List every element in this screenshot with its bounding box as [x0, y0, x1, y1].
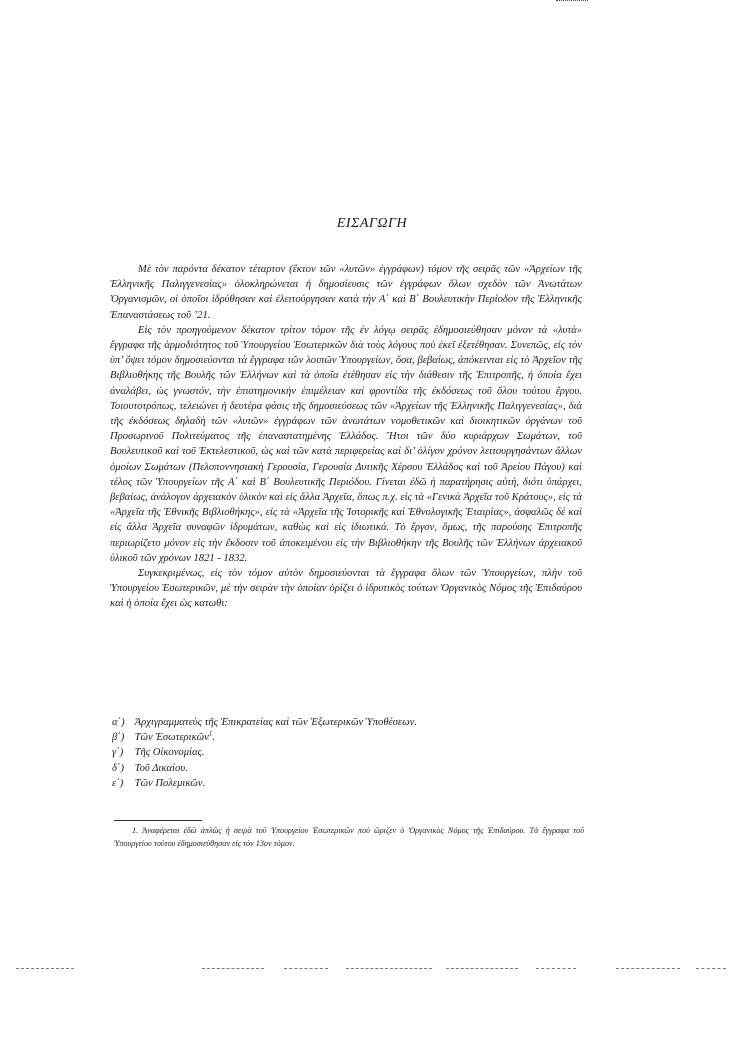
- list-item: [112, 715, 572, 730]
- list-item: [112, 776, 572, 791]
- list-item-number: ε΄): [112, 777, 124, 789]
- footnote-ref: 1: [208, 729, 213, 738]
- scan-artifact-top: [556, 0, 588, 3]
- paragraph-2: Εἰς τὸν προηγούμενον δέκατον τρίτον τόμον τῆς ἐν λόγῳ σειρᾶς ἐδημοσιεύθησαν μόνον τὰ «λυτὰ» ἔγγραφα τῆς ἁρμοδιότητος τοῦ Ὑπουργείου Ἐσωτερικῶν διὰ τοὺς λόγους ποὺ ἐκεῖ ἐξετέθησαν. Συνεπῶς, εἰς τὸν ὑπ’ ὄψει τόμον δημοσιεύονται τὰ ἔγγραφα τῶν λοιπῶν Ὑπουργείων, ὅσα, βεβαίως, ἀπόκεινται εἰς τὸ Ἀρχεῖον τῆς Βιβλιοθήκης τῆς Βουλῆς τῶν Ἑλλήνων καὶ τὰ ὁποῖα ἐτέθησαν εἰς τὴν διάθεσιν τῆς Ἐπιτροπῆς, ἡ ὁποία ἔχει ἀναλάβει, ὡς γνωστόν, τὴν ἐπιστημονικὴν ἐπιμέλειαν καὶ φροντίδα τῆς ἐκδόσεως τοῦ ὅλου τούτου ἔργου. Τοιουτοτρόπως, τελειώνει ἡ δευτέρα φάσις τῆς δημοσιεύσεως τῶν «Ἀρχείων τῆς Ἑλληνικῆς Παλιγγενεσίας», διὰ τῆς ἐκδόσεως δηλαδὴ τῶν «λυτῶν» ἐγγράφων τῶν ἀνωτάτων νομοθετικῶν καὶ διοικητικῶν ὀργάνων τοῦ Προσωρινοῦ Πολιτεύματος τῆς ἐπαναστατημένης Ἑλλάδος. Ἤτοι τῶν δύο κυριάρχων Σωμάτων, τοῦ Βουλευτικοῦ καὶ τοῦ Ἐκτελεστικοῦ, ὡς καὶ τῶν κατὰ περιφερείας καὶ δι’ ὀλίγον χρόνον λειτουργησάντων ἄλλων ὁμοίων Σωμάτων (Πελοποννησιακὴ Γερουσία, Γερουσία Δυτικῆς Χέρσου Ἑλλάδος καὶ τοῦ Ἀρείου Πάγου) καὶ τέλος τῶν Ὑπουργείων τῆς Α΄ καὶ Β΄ Βουλευτικῆς Περιόδου. Γίνεται ἐδῶ ἡ παρατήρησις αὐτή, διότι ὑπάρχει, βεβαίως, ἀνάλογον ἀρχειακὸν ὑλικὸν καὶ εἰς ἄλλα Ἀρχεῖα, ὅπως π.χ. εἰς τὰ «Γενικὰ Ἀρχεῖα τοῦ Κράτους», εἰς τὰ «Ἀρχεῖα τῆς Ἐθνικῆς Βιβλιοθήκης», εἰς τὰ «Ἀρχεῖα τῆς Ἱστορικῆς καὶ Ἐθνολογικῆς Ἑταιρίας», ἀσφαλῶς δὲ καὶ εἰς ἄλλα Ἀρχεῖα συναφῶν ἱδρυμάτων, καθὼς καὶ εἰς ἰδιωτικά. Τὸ ἔργον, ὅμως, τῆς παρούσης Ἐπιτροπῆς περιωρίζετο μόνον εἰς τὴν ἔκδοσιν τοῦ ἀποκειμένου εἰς τὴν Βιβλιοθήκην τῆς Βουλῆς τῶν Ἑλλήνων ἀρχειακοῦ ὑλικοῦ τῶν χρόνων 1821 - 1832.: [110, 324, 582, 564]
- footnote-divider: [114, 820, 202, 821]
- scan-artifact-bottom: [16, 968, 728, 972]
- ministry-list: [112, 715, 572, 791]
- list-item-text: Τῶν Ἐσωτερικῶν: [134, 732, 209, 744]
- list-item: [112, 761, 572, 776]
- list-item: β΄) Τῶν Ἐσωτερικῶν$^1$.: [112, 730, 572, 745]
- paragraph-3: Συγκεκριμένως, εἰς τὸν τόμον αὐτὸν δημοσιεύονται τὰ ἔγγραφα ὅλων τῶν Ὑπουργείων, πλὴν τοῦ Ὑπουργείου Ἐσωτερικῶν, μὲ τὴν σειρὰν τὴν ὁποίαν ὁρίζει ὁ ἱδρυτικὸς τούτων Ὀργανικὸς Νόμος τῆς Ἐπιδαύρου καὶ ἡ ὁποία ἔχει ὡς κατωθι:: [110, 568, 582, 610]
- footnote: [114, 825, 584, 850]
- list-item-text: Τοῦ Δικαίου.: [134, 762, 188, 774]
- footnote-text: 1. Ἀναφέρεται ἐδῶ ἁπλῶς ἡ σειρὰ τοῦ Ὑπουργείου Ἐσωτερικῶν ποὺ ὥριζεν ὁ Ὀργανικὸς Νόμος τῆς Ἐπιδαύρου. Τὰ ἔγγραφα τοῦ Ὑπουργείου τούτου ἐδημοσιεύθησαν εἰς τὸν 13ον τόμον.: [114, 826, 584, 848]
- body-text: [110, 262, 582, 612]
- list-item: [112, 745, 572, 760]
- list-item-text: Ἀρχιγραμματεὺς τῆς Ἐπικρατείας καὶ τῶν Ἐξωτερικῶν Ὑποθέσεων.: [134, 717, 417, 728]
- list-item-number: α΄): [112, 717, 125, 728]
- page-title: ΕΙΣΑΓΩΓΗ: [336, 216, 408, 231]
- list-item-number: δ΄): [112, 762, 124, 774]
- list-item-text: Τῶν Πολεμικῶν.: [134, 777, 206, 789]
- list-item-number: γ΄): [112, 747, 124, 759]
- paragraph-1: Μὲ τὸν παρόντα δέκατον τέταρτον (ἕκτον τῶν «λυτῶν» ἐγγράφων) τόμον τῆς σειρᾶς τῶν «Ἀρχείων τῆς Ἑλληνικῆς Παλιγγενεσίας» ὁλοκληρώνεται ἡ δημοσίευσις τῶν ἐγγράφων ὅλων σχεδὸν τῶν Ἀνωτάτων Ὀργανισμῶν, οἱ ὁποῖοι ἱδρύθησαν καὶ ἐλειτούργησαν κατὰ τὴν Α΄ καὶ Β΄ Βουλευτικὴν Περίοδον τῆς Ἑλληνικῆς Ἐπαναστάσεως τοῦ ’21.: [110, 264, 582, 321]
- list-item-number: β΄): [112, 732, 125, 744]
- list-item-text: Τῆς Οἰκονομίας.: [134, 747, 205, 759]
